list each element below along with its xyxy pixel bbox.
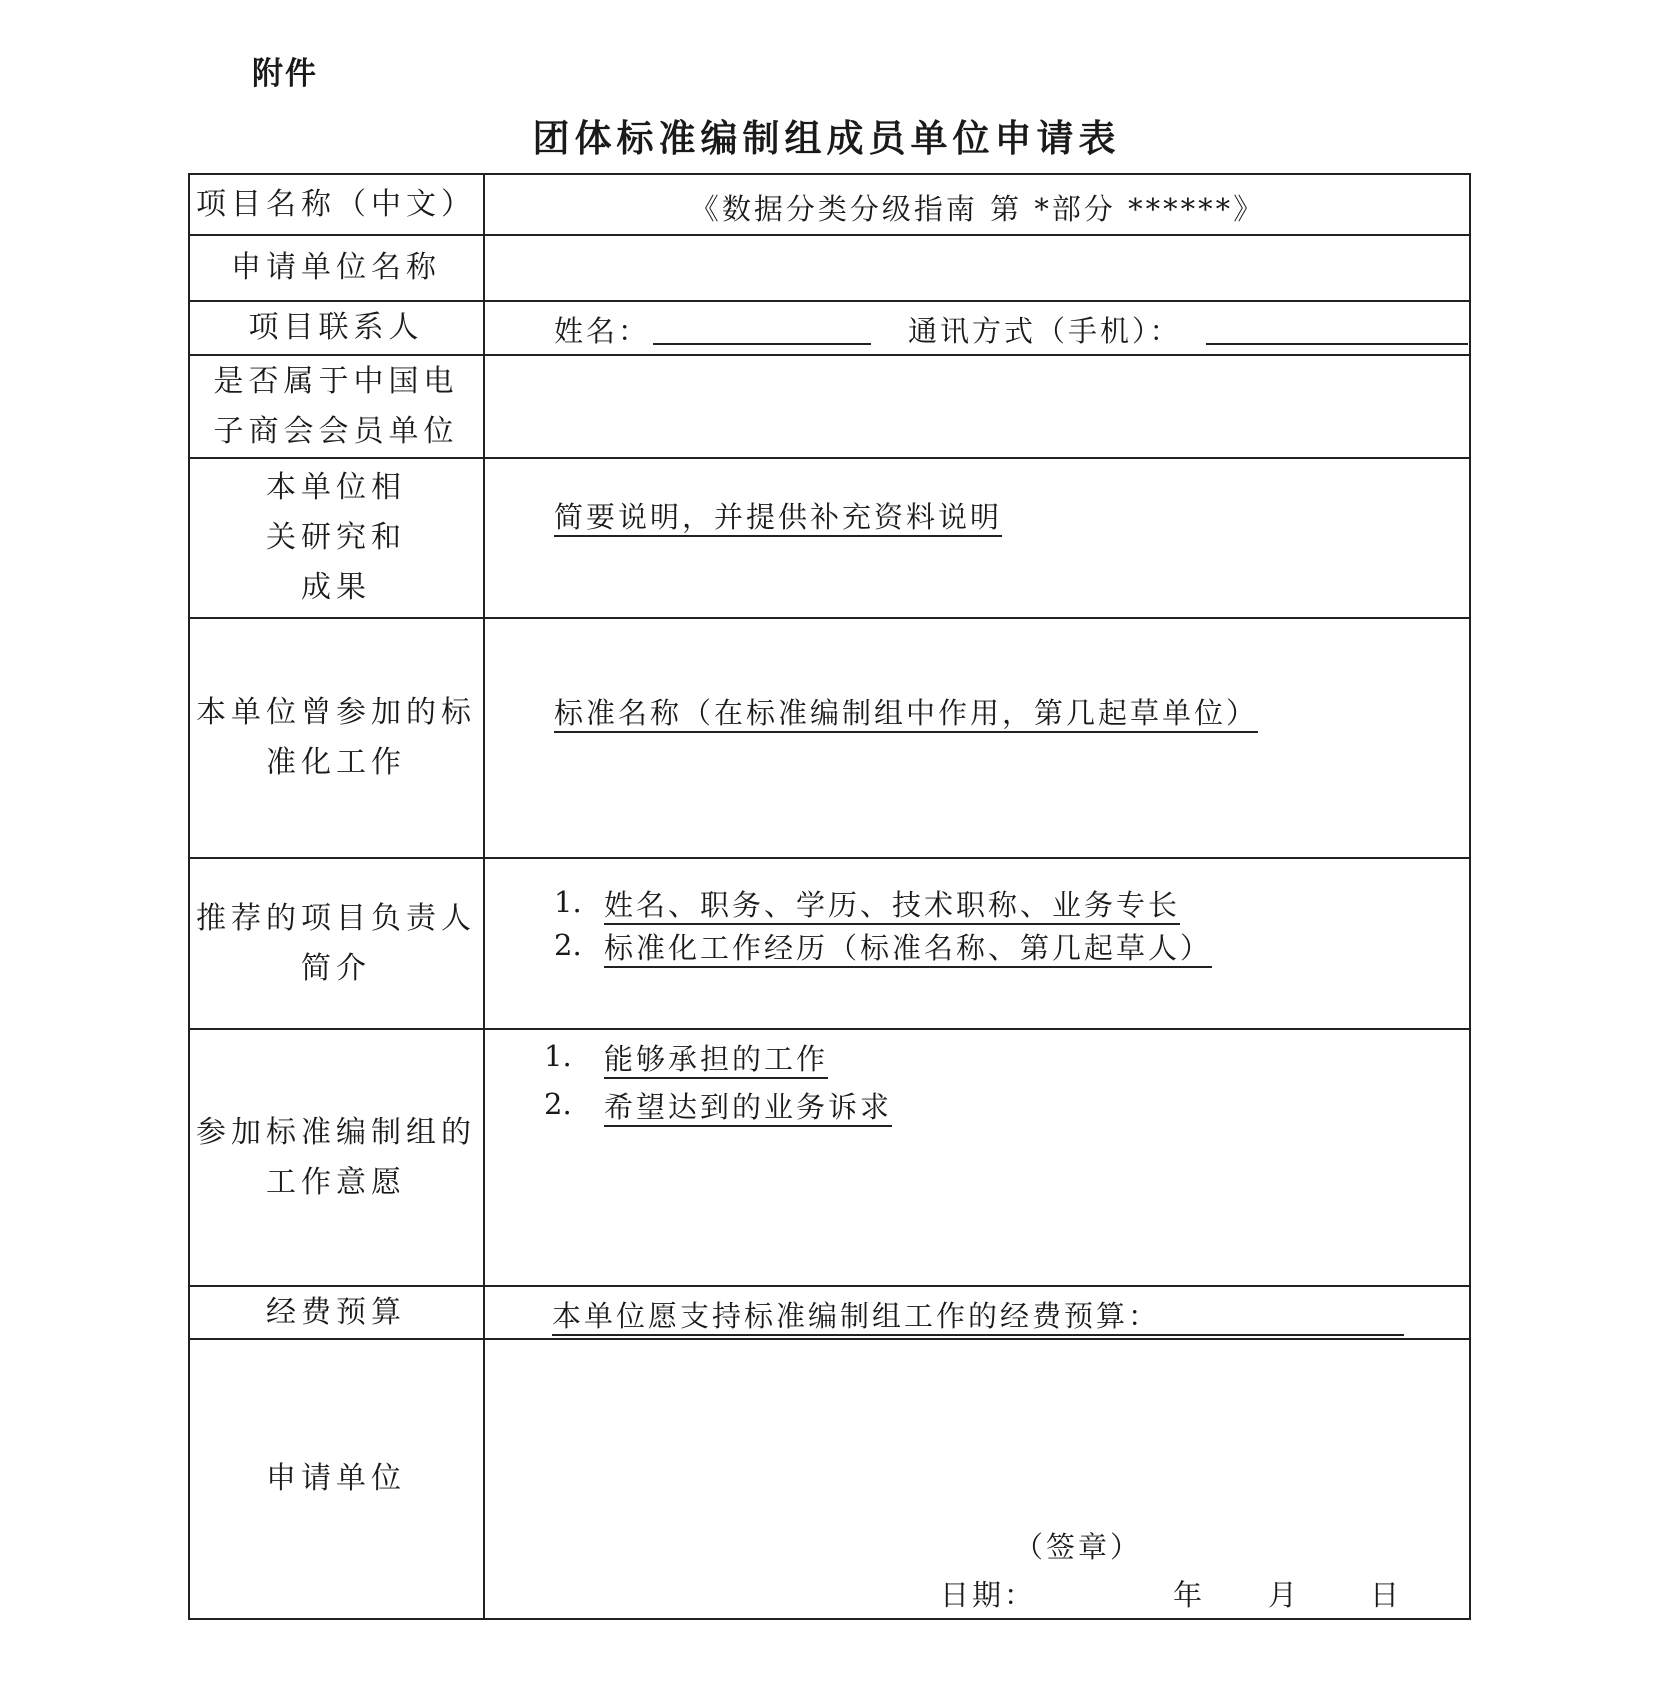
intent-item[interactable] <box>604 1085 892 1126</box>
leader-item[interactable] <box>604 926 1224 967</box>
project-name-value[interactable]: 《数据分类分级指南 第 *部分 ******》 <box>689 192 1266 226</box>
seal-label: （签章） <box>1014 1530 1143 1564</box>
budget-text[interactable] <box>552 1294 1404 1335</box>
contact-name-label: 姓名： <box>554 314 651 348</box>
budget-text-content: 本单位愿支持标准编制组工作的经费预算： <box>552 1299 1160 1336</box>
standards-label: 本单位曾参加的标准化工作 <box>196 695 476 780</box>
contact-phone-label: 通讯方式（手机）： <box>908 314 1182 348</box>
intent-label: 参加标准编制组的工作意愿 <box>196 1114 476 1200</box>
table-border-bottom <box>188 1618 1471 1620</box>
intent-item-number: 1. <box>544 1039 572 1073</box>
leader-label: 推荐的项目负责人简介 <box>196 900 476 986</box>
intent-item-text: 希望达到的业务诉求 <box>604 1090 892 1127</box>
research-hint[interactable] <box>554 495 1014 536</box>
applicant-name-label: 申请单位名称 <box>231 250 441 285</box>
attachment-label: 附件 <box>252 56 318 92</box>
date-month: 月 <box>1268 1578 1301 1612</box>
contact-label: 项目联系人 <box>248 310 424 345</box>
budget-label: 经费预算 <box>266 1294 406 1330</box>
form-title: 团体标准编制组成员单位申请表 <box>532 117 1121 160</box>
table-border-right <box>1469 173 1471 1620</box>
research-label: 本单位相关研究和成果 <box>266 470 406 605</box>
applicant-name-field[interactable] <box>485 236 1469 300</box>
intent-item-text: 能够承担的工作 <box>604 1042 828 1079</box>
project-name-label: 项目名称（中文） <box>196 186 476 222</box>
date-day: 日 <box>1370 1578 1403 1612</box>
member-label: 是否属于中国电子商会会员单位 <box>213 363 459 449</box>
leader-item-text: 标准化工作经历（标准名称、第几起草人） <box>604 931 1212 968</box>
applicant-label: 申请单位 <box>266 1461 406 1496</box>
date-year: 年 <box>1173 1578 1206 1612</box>
contact-name-field[interactable] <box>653 343 871 345</box>
leader-item[interactable] <box>604 883 1180 924</box>
leader-item-text: 姓名、职务、学历、技术职称、业务专长 <box>604 888 1180 925</box>
budget-blank <box>1160 1299 1404 1336</box>
standards-hint[interactable] <box>554 691 1258 732</box>
date-label: 日期： <box>940 1578 1037 1612</box>
contact-phone-field[interactable] <box>1206 343 1468 345</box>
standards-hint-text: 标准名称（在标准编制组中作用，第几起草单位） <box>554 696 1258 733</box>
research-hint-text: 简要说明，并提供补充资料说明 <box>554 500 1002 537</box>
leader-item-number: 1. <box>554 885 582 919</box>
intent-item[interactable] <box>604 1037 828 1078</box>
intent-item-number: 2. <box>544 1087 572 1121</box>
member-field[interactable] <box>485 356 1469 457</box>
application-form-table <box>188 173 1471 1620</box>
leader-item-number: 2. <box>554 928 582 962</box>
